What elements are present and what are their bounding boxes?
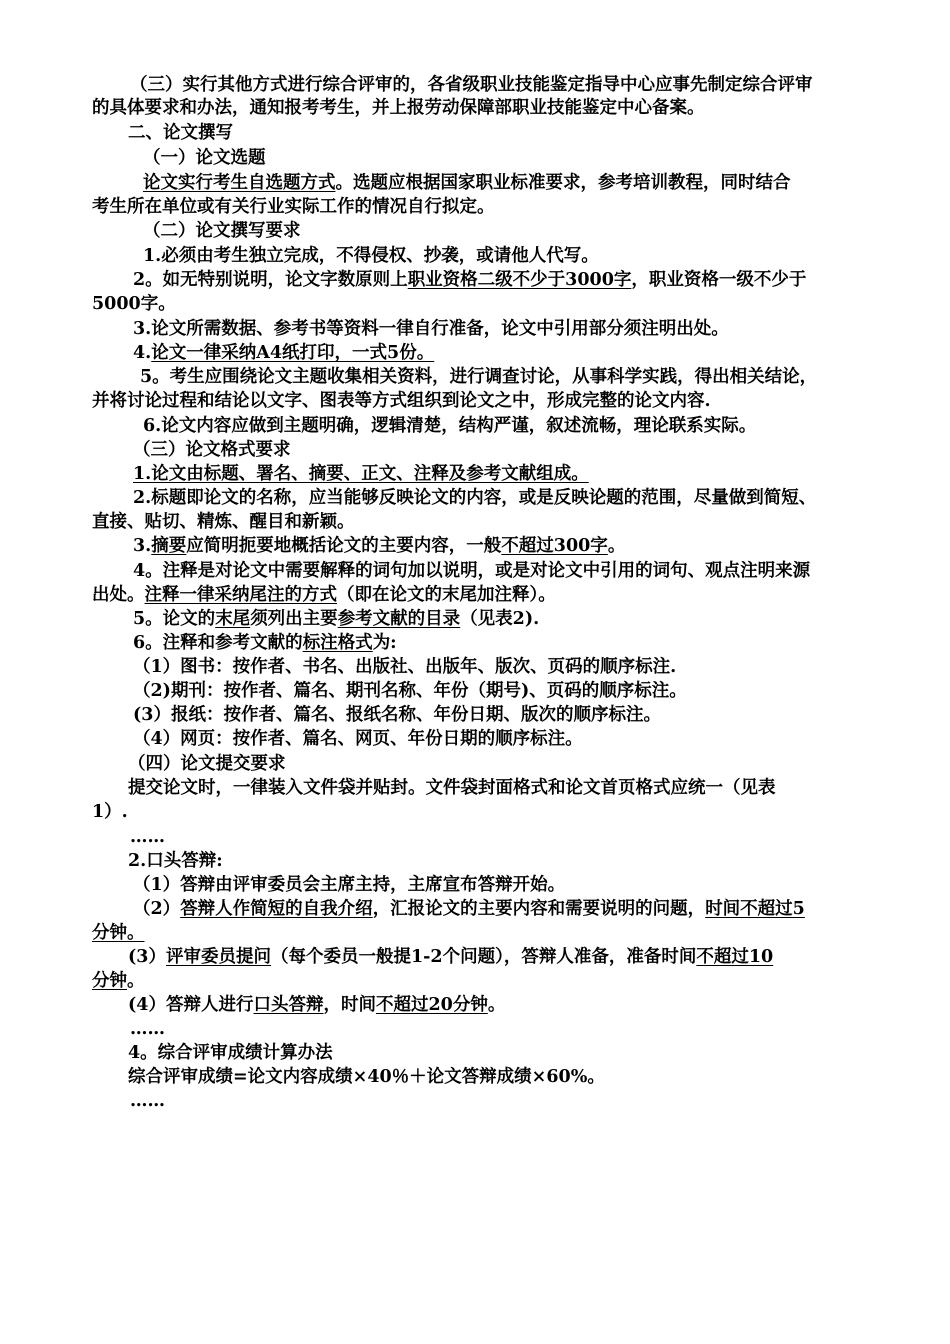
underlined-text: 不超过10 bbox=[696, 947, 774, 967]
text: 。选题应根据国家职业标准要求，参考培训教程，同时结合 bbox=[335, 173, 791, 193]
text: (4）答辩人进行 bbox=[128, 995, 254, 1015]
list-item bbox=[133, 632, 397, 654]
text: 。 bbox=[127, 971, 145, 991]
underlined-text: 1.论文由标题、署名、摘要、正文、注释及参考文献组成。 bbox=[133, 464, 589, 484]
text: （见表2). bbox=[460, 609, 540, 629]
paragraph-line bbox=[92, 922, 145, 944]
ellipsis: …… bbox=[130, 827, 165, 847]
paragraph-line: 并将讨论过程和结论以文字、图表等方式组织到论文之中，形成完整的论文内容. bbox=[92, 391, 711, 411]
text: 4. bbox=[133, 343, 152, 363]
list-item bbox=[133, 342, 434, 364]
paragraph-line: （三）实行其他方式进行综合评审的，各省级职业技能鉴定指导中心应事先制定综合评审 bbox=[130, 75, 813, 95]
underlined-text: 标注格式 bbox=[302, 633, 373, 653]
list-item bbox=[128, 946, 773, 968]
text: 应简明扼要地概括论文的主要内容，一般 bbox=[186, 536, 502, 556]
text: 5。论文的 bbox=[133, 609, 216, 629]
formula-line: 综合评审成绩=论文内容成绩×40％＋论文答辩成绩×60%。 bbox=[128, 1067, 605, 1087]
text: （即在论文的末尾加注释）。 bbox=[337, 585, 556, 605]
text: 6。注释和参考文献的 bbox=[133, 633, 303, 653]
underlined-text: 口头答辩 bbox=[253, 995, 324, 1015]
list-item bbox=[133, 269, 806, 291]
underlined-text: 评审委员提问 bbox=[165, 947, 271, 967]
paragraph-line: 1）. bbox=[92, 802, 128, 822]
list-item bbox=[128, 994, 505, 1016]
list-item bbox=[133, 898, 805, 920]
text: 为: bbox=[372, 633, 397, 653]
list-item: 4。注释是对论文中需要解释的词句加以说明，或是对论文中引用的词句、观点注明来源 bbox=[133, 561, 811, 581]
ellipsis: …… bbox=[130, 1019, 165, 1039]
subsection-heading: （四）论文提交要求 bbox=[128, 754, 286, 774]
text: 。 bbox=[607, 536, 626, 556]
underlined-text: 注释一律采纳尾注的方式 bbox=[144, 585, 337, 605]
paragraph-line: 的具体要求和办法，通知报考考生，并上报劳动保障部职业技能鉴定中心备案。 bbox=[92, 98, 705, 118]
subsection-heading: （二）论文撰写要求 bbox=[143, 221, 301, 241]
underlined-text: 职业资格二级不少于3000字 bbox=[407, 270, 632, 290]
subsection-heading: （一）论文选题 bbox=[143, 148, 266, 168]
list-item: （1）图书：按作者、书名、出版社、出版年、版次、页码的顺序标注. bbox=[133, 657, 677, 677]
text: （2） bbox=[133, 899, 181, 919]
text: 须列出主要 bbox=[250, 609, 338, 629]
text: （每个委员一般提1-2个问题），答辩人准备，准备时间 bbox=[270, 947, 697, 967]
ellipsis: …… bbox=[130, 1091, 165, 1111]
list-item bbox=[133, 463, 589, 485]
list-item: 5。考生应围绕论文主题收集相关资料，进行调查讨论，从事科学实践，得出相关结论， bbox=[140, 367, 818, 387]
underlined-text: 参考文献的目录 bbox=[337, 609, 461, 629]
paragraph-line: 5000字。 bbox=[92, 294, 176, 314]
list-item: （4）网页：按作者、篇名、网页、年份日期的顺序标注。 bbox=[133, 729, 583, 749]
list-item: （2)期刊：按作者、篇名、期刊名称、年份（期号)、页码的顺序标注。 bbox=[133, 681, 687, 701]
subsection-heading: （三）论文格式要求 bbox=[133, 440, 291, 460]
list-item bbox=[133, 535, 625, 557]
text: 3. bbox=[133, 536, 152, 556]
underlined-text: 分钟。 bbox=[92, 923, 145, 943]
text: 出处。 bbox=[92, 585, 145, 605]
underlined-text: 时间不超过5 bbox=[705, 899, 805, 919]
paragraph-line bbox=[92, 970, 145, 992]
text: 2。如无特别说明，论文字数原则上 bbox=[133, 270, 408, 290]
list-item: 3.论文所需数据、参考书等资料一律自行准备，论文中引用部分须注明出处。 bbox=[133, 319, 729, 339]
underlined-text: 答辩人作简短的自我介绍 bbox=[180, 899, 373, 919]
list-item: 6.论文内容应做到主题明确，逻辑清楚，结构严谨，叙述流畅，理论联系实际。 bbox=[143, 416, 757, 436]
paragraph-line bbox=[92, 584, 556, 606]
underlined-text: 论文实行考生自选题方式 bbox=[143, 173, 336, 193]
underlined-text: 不超过20分钟 bbox=[375, 995, 488, 1015]
list-item bbox=[133, 608, 539, 630]
text: ，时间 bbox=[323, 995, 376, 1015]
underlined-text: 摘要 bbox=[151, 536, 187, 556]
subsection-heading: 2.口头答辩: bbox=[128, 851, 223, 871]
text: 。 bbox=[487, 995, 506, 1015]
paragraph-line: 考生所在单位或有关行业实际工作的情况自行拟定。 bbox=[92, 197, 495, 217]
text: ，职业资格一级不少于 bbox=[631, 270, 807, 290]
paragraph-line: 直接、贴切、精炼、醒目和新颖。 bbox=[92, 512, 355, 532]
text: ，汇报论文的主要内容和需要说明的问题， bbox=[372, 899, 706, 919]
underlined-text: 分钟 bbox=[92, 971, 127, 991]
underlined-text: 不超过300字 bbox=[501, 536, 608, 556]
list-item: 2.标题即论文的名称，应当能够反映论文的内容，或是反映论题的范围，尽量做到简短、 bbox=[133, 488, 817, 508]
underlined-text: 末尾 bbox=[215, 609, 251, 629]
paragraph-line bbox=[143, 172, 791, 194]
list-item: (3）报纸：按作者、篇名、报纸名称、年份日期、版次的顺序标注。 bbox=[133, 705, 661, 725]
list-item: （1）答辩由评审委员会主席主持，主席宣布答辩开始。 bbox=[133, 875, 566, 895]
list-item: 1.必须由考生独立完成，不得侵权、抄袭，或请他人代写。 bbox=[143, 246, 599, 266]
paragraph-line: 提交论文时，一律装入文件袋并贴封。文件袋封面格式和论文首页格式应统一（见表 bbox=[128, 778, 776, 798]
text: (3） bbox=[128, 947, 166, 967]
subsection-heading: 4。综合评审成绩计算办法 bbox=[128, 1043, 333, 1063]
section-heading: 二、论文撰写 bbox=[128, 123, 233, 143]
underlined-text: 论文一律采纳A4纸打印，一式5份。 bbox=[151, 343, 435, 363]
